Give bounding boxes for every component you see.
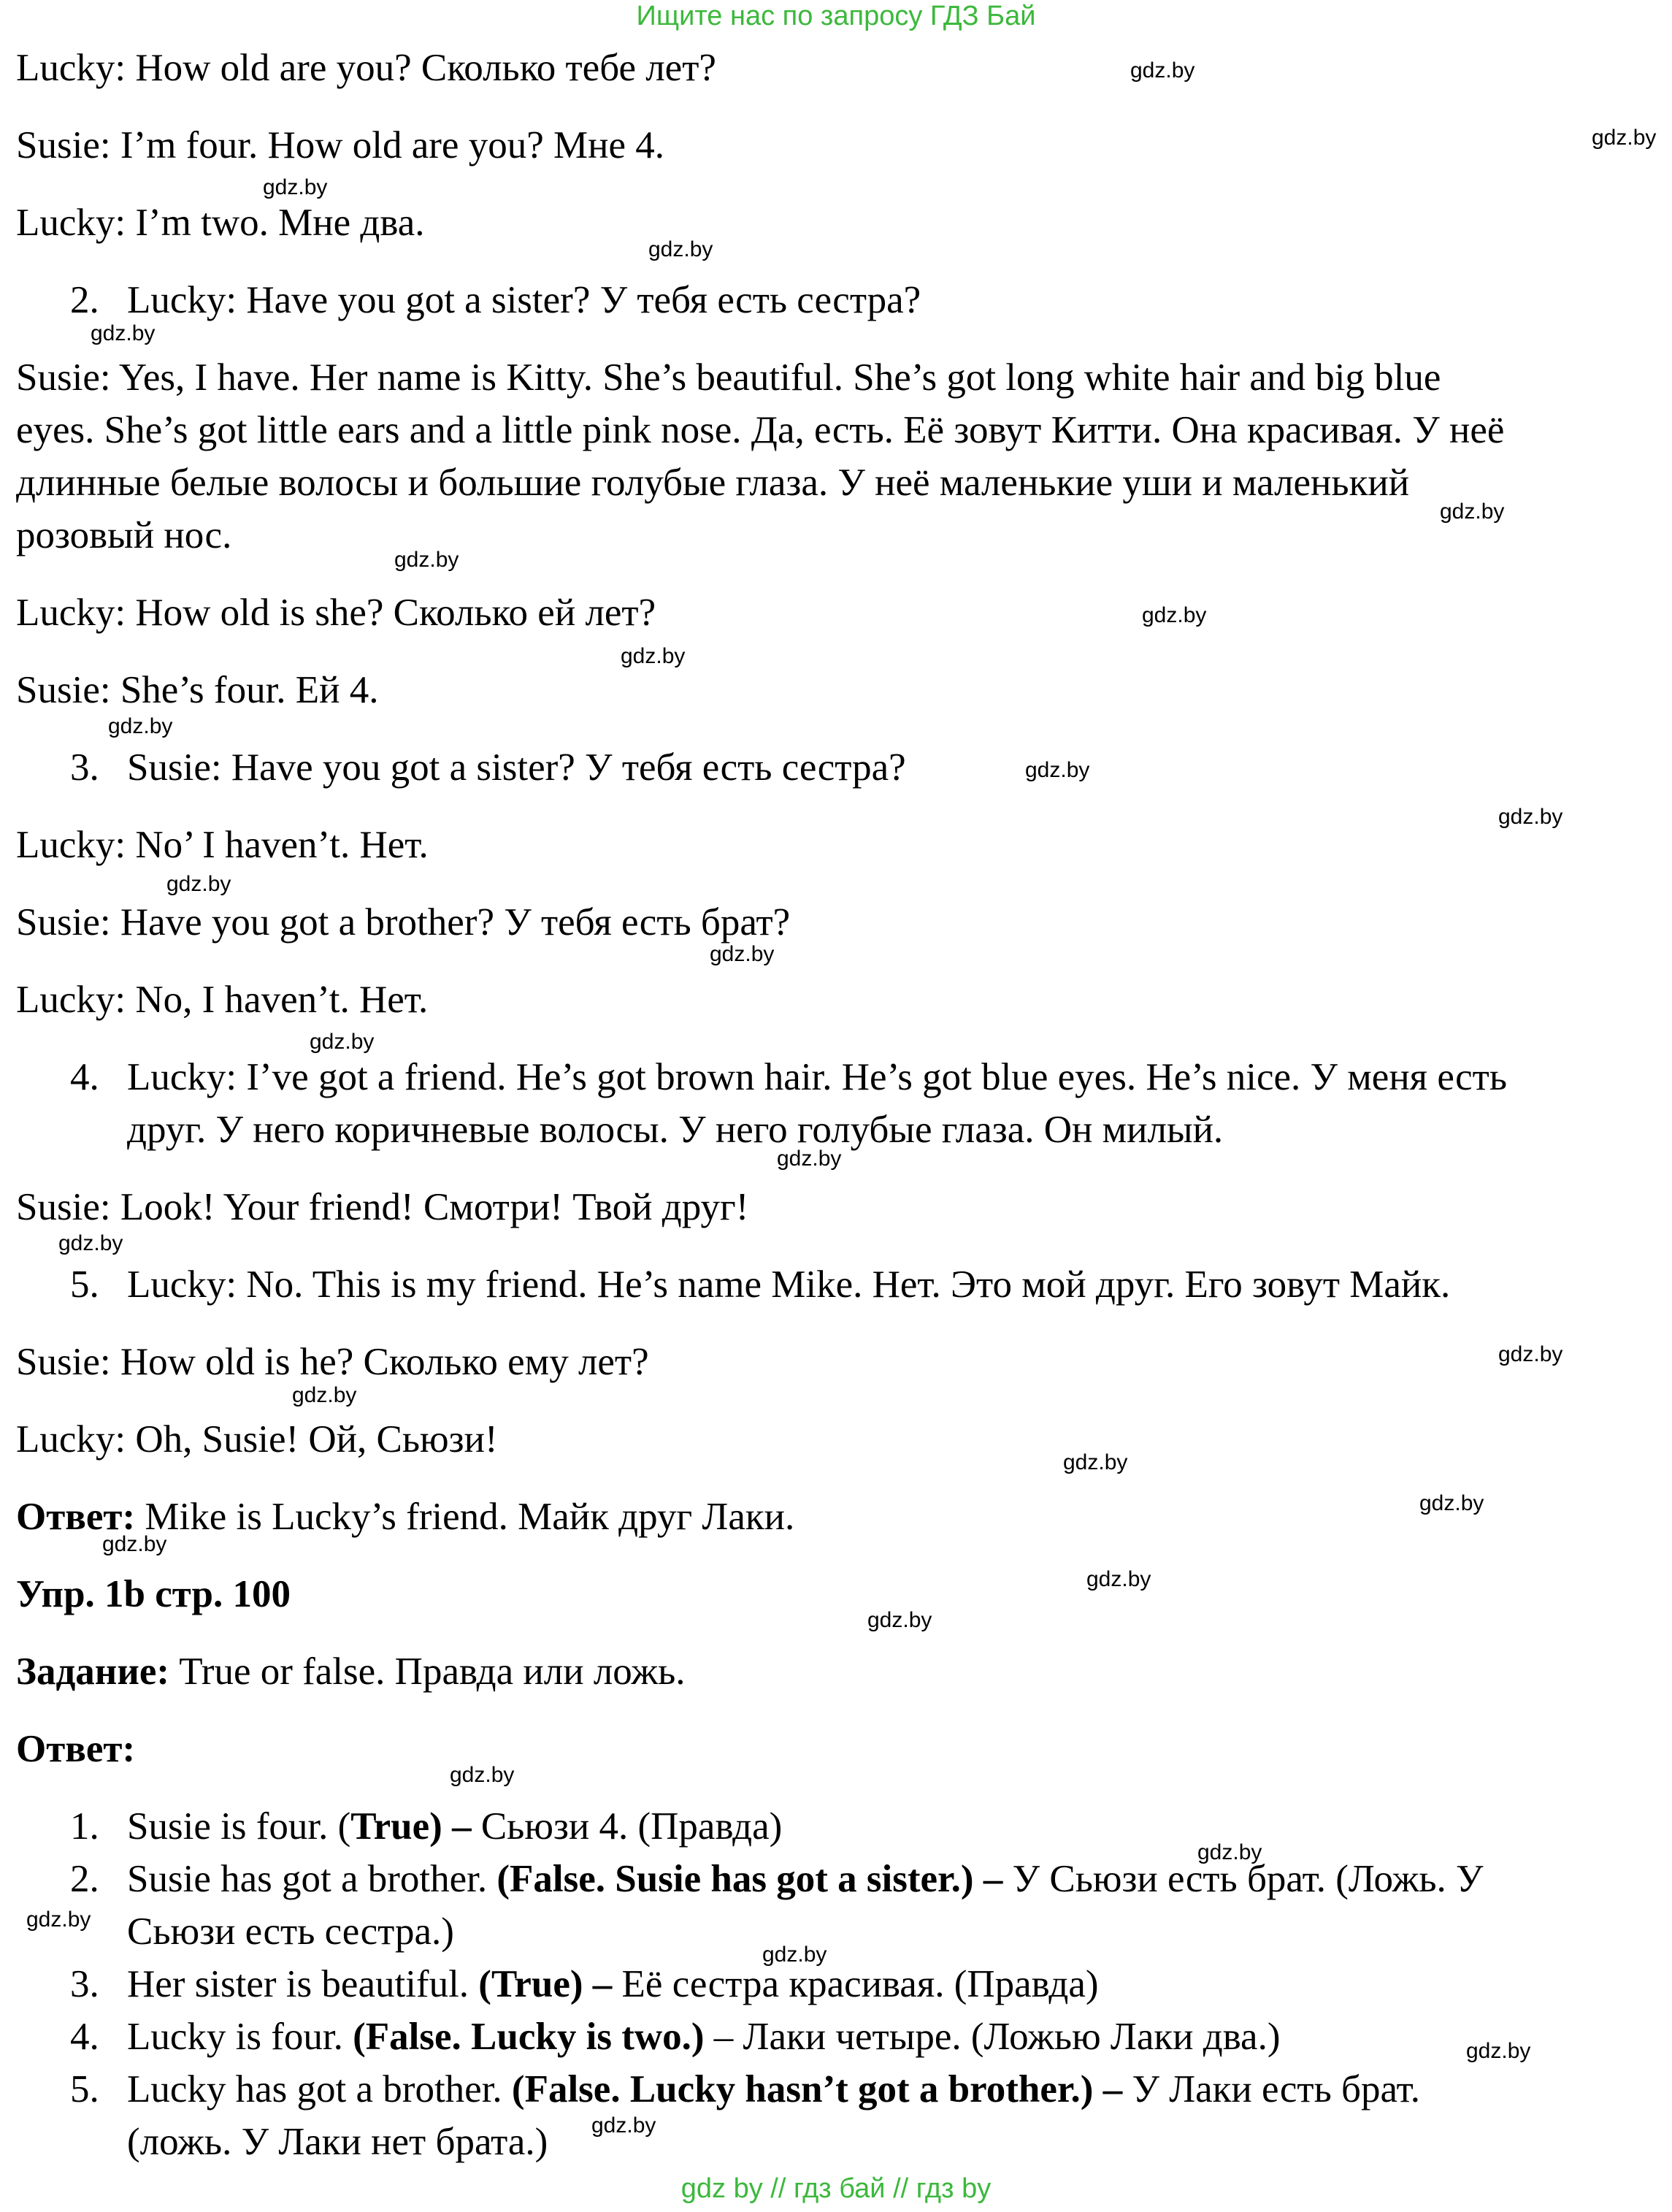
dialogue-line: Lucky: I’ve got a friend. He’s got brown hair. He’s got blue eyes. He’s nice. У меня есть — [127, 1056, 1508, 1098]
watermark: gdz.by — [450, 1763, 515, 1787]
watermark: gdz.by — [310, 1030, 375, 1054]
dialogue-line: Lucky: No, I haven’t. Нет. — [16, 979, 429, 1021]
tf-dash: – — [583, 1963, 613, 2005]
item-number: 4. — [70, 2016, 99, 2058]
tf-statement: Her sister is beautiful. — [127, 1963, 479, 2005]
exercise-title: Упр. 1b стр. 100 — [16, 1573, 291, 1615]
answer-label: Ответ: — [16, 1496, 136, 1538]
task-line — [16, 1646, 686, 1697]
item-number: 5. — [70, 2068, 99, 2110]
tf-dash: – — [973, 1858, 1003, 1900]
tf-statement: Lucky has got a brother. — [127, 2068, 512, 2110]
tf-statement: Susie is four. ( — [127, 1805, 351, 1848]
tf-dash: – — [442, 1805, 472, 1848]
answer-text: Mike is Lucky’s friend. Майк друг Лаки. — [135, 1496, 795, 1538]
watermark: gdz.by — [1197, 1840, 1262, 1864]
watermark: gdz.by — [1592, 126, 1657, 150]
dialogue-line: Susie: Look! Your friend! Смотри! Твой друг! — [16, 1186, 749, 1228]
tf-verdict: (False. Lucky hasn’t got a brother.) — [511, 2068, 1094, 2110]
item-number: 3. — [70, 1963, 99, 2005]
dialogue-line: Susie: She’s four. Ей 4. — [16, 669, 379, 711]
task-label: Задание: — [16, 1650, 170, 1693]
watermark: gdz.by — [102, 1532, 167, 1556]
watermark: gdz.by — [710, 942, 775, 966]
tf-verdict: (False. Susie has got a sister.) — [496, 1858, 974, 1900]
watermark: gdz.by — [621, 644, 686, 668]
watermark: gdz.by — [762, 1943, 827, 1967]
tf-statement: Susie has got a brother. — [127, 1858, 497, 1900]
watermark: gdz.by — [91, 321, 156, 345]
answer-label: Ответ: — [16, 1728, 136, 1770]
watermark: gdz.by — [1440, 500, 1505, 524]
watermark: gdz.by — [1498, 805, 1563, 829]
dialogue-line: Lucky: Oh, Susie! Ой, Сьюзи! — [16, 1418, 498, 1461]
tf-translation: У Лаки есть брат. — [1122, 2068, 1421, 2110]
watermark: gdz.by — [108, 714, 173, 738]
tf-item-continued: (ложь. У Лаки нет брата.) — [127, 2121, 548, 2163]
tf-item — [127, 2064, 1420, 2115]
watermark: gdz.by — [1466, 2039, 1531, 2063]
watermark: gdz.by — [26, 1907, 91, 1932]
watermark: gdz.by — [1142, 603, 1207, 627]
watermark: gdz.by — [1086, 1567, 1151, 1591]
watermark: gdz.by — [1025, 758, 1090, 782]
watermark: gdz.by — [1498, 1342, 1563, 1366]
item-number: 4. — [70, 1056, 99, 1098]
tf-verdict: True) — [350, 1805, 442, 1848]
tf-translation: Сьюзи 4. (Правда) — [471, 1805, 783, 1848]
tf-translation: Её сестра красивая. (Правда) — [612, 1963, 1099, 2005]
tf-statement: Lucky is four. — [127, 2016, 353, 2058]
tf-verdict: (False. Lucky is two.) — [353, 2016, 705, 2058]
item-number: 5. — [70, 1263, 99, 1306]
dialogue-line: Lucky: I’m two. Мне два. — [16, 202, 425, 244]
watermark: gdz.by — [777, 1147, 842, 1171]
item-number: 2. — [70, 279, 99, 321]
watermark: gdz.by — [166, 872, 231, 896]
tf-dash: – — [1093, 2068, 1123, 2110]
watermark: gdz.by — [1063, 1450, 1128, 1474]
dialogue-line: Susie: How old is he? Сколько ему лет? — [16, 1341, 649, 1383]
dialogue-line: eyes. She’s got little ears and a little pink nose. Да, есть. Её зовут Китти. Она красивая. У неё — [16, 409, 1505, 451]
tf-translation: У Сьюзи есть брат. (Ложь. У — [1002, 1858, 1484, 1900]
dialogue-line: Lucky: How old is she? Сколько ей лет? — [16, 592, 656, 634]
item-number: 3. — [70, 746, 99, 789]
watermark: gdz.by — [1130, 58, 1195, 83]
footer-links[interactable]: gdz by // гдз бай // гдз by — [680, 2173, 992, 2204]
watermark: gdz.by — [648, 237, 713, 261]
item-number: 2. — [70, 1858, 99, 1900]
watermark: gdz.by — [1419, 1491, 1484, 1515]
tf-item — [127, 2011, 1280, 2062]
dialogue-line: Susie: Have you got a sister? У тебя есть сестра? — [127, 746, 906, 789]
watermark: gdz.by — [292, 1383, 357, 1407]
dialogue-line: длинные белые волосы и большие голубые глаза. У неё маленькие уши и маленький — [16, 462, 1410, 504]
dialogue-line: Susie: Have you got a brother? У тебя есть брат? — [16, 901, 791, 944]
dialogue-line: розовый нос. — [16, 514, 232, 556]
item-number: 1. — [70, 1805, 99, 1848]
watermark: gdz.by — [867, 1608, 932, 1632]
dialogue-line: Lucky: Have you got a sister? У тебя есть сестра? — [127, 279, 921, 321]
dialogue-line: Lucky: No. This is my friend. He’s name Mike. Нет. Это мой друг. Его зовут Майк. — [127, 1263, 1451, 1306]
watermark: gdz.by — [263, 175, 328, 199]
dialogue-line: Lucky: How old are you? Сколько тебе лет? — [16, 47, 716, 89]
watermark: gdz.by — [591, 2113, 656, 2138]
dialogue-line: Lucky: No’ I haven’t. Нет. — [16, 824, 429, 866]
top-banner[interactable]: Ищите нас по запросу ГДЗ Бай — [636, 1, 1036, 31]
tf-item — [127, 1801, 782, 1852]
tf-translation: – Лаки четыре. (Ложью Лаки два.) — [704, 2016, 1281, 2058]
watermark: gdz.by — [58, 1231, 123, 1255]
watermark: gdz.by — [394, 548, 459, 572]
tf-item-continued: Сьюзи есть сестра.) — [127, 1910, 454, 1953]
tf-verdict: (True) — [478, 1963, 583, 2005]
dialogue-line: друг. У него коричневые волосы. У него голубые глаза. Он милый. — [127, 1109, 1224, 1151]
dialogue-line: Susie: I’m four. How old are you? Мне 4. — [16, 124, 664, 167]
task-text: True or false. Правда или ложь. — [169, 1650, 686, 1693]
tf-item — [127, 1853, 1484, 1905]
dialogue-line: Susie: Yes, I have. Her name is Kitty. She’s beautiful. She’s got long white hair and big blue — [16, 356, 1441, 399]
tf-item — [127, 1959, 1099, 2010]
